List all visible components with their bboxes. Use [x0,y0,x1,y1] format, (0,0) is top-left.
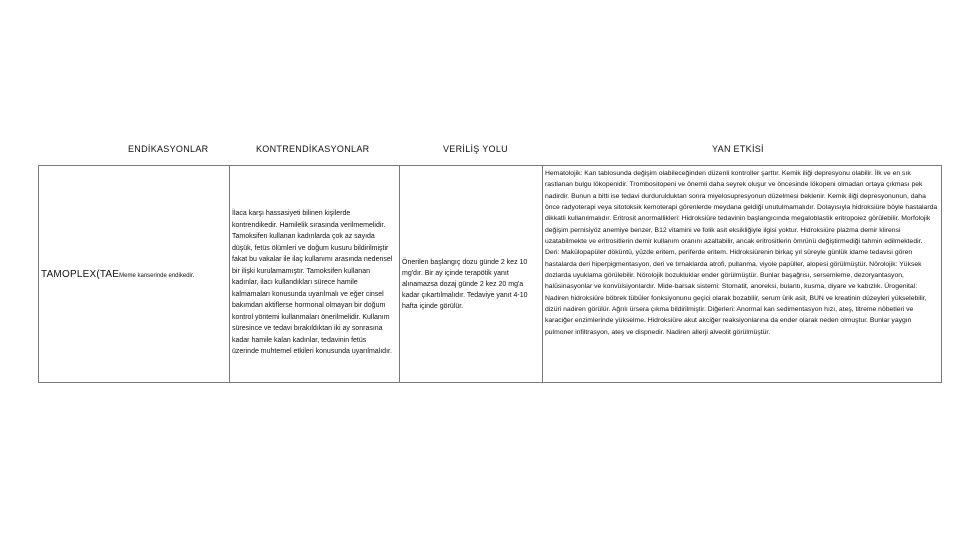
table-row [39,166,942,383]
indication-text: Meme kanserinde endikedir. [119,272,195,279]
contraindications-text: İlaca karşı hassasiyeti bilinen kişilerde kontrendikedir. Hamilelik sırasında verilmemelidir. Tamoksifen kullanan kadınlarda çok az sayıda düşük, fetüs ölümleri ve doğum kusuru bildirilmiştir fakat bu vakalar ile ilaç kullanımı arasında nedensel bir ilişki kurulamamıştır. Tamoksifen kullanan kadınlar, ilacı kullandıkları sürece hamile kalmamaları konusunda uyarılmalı ve eğer cinsel bakımdan aktiflerse hormonal olmayan bir doğum kontrol yöntemi kullanmaları önerilmelidir. Kullanım süresince ve tedavi bırakıldıktan iki ay sonrasına kadar hamile kalan kadınlar, tedavinin fetüs üzerinde muhtemel etkileri konusunda uyarılmalıdır. [232,210,393,356]
route-text: Önerilen başlangıç dozu günde 2 kez 10 mg'dır. Bir ay içinde terapötik yanıt alınamazsa dozaj günde 2 kez 20 mg'a kadar çıkartılmalıdır. Tedaviye yanıt 4-10 hafta içinde görülür. [402,258,528,310]
header-side-effects: YAN ETKİSİ [712,144,764,154]
side-effects-text: Hematolojik: Kan tablosunda değişim olabileceğinden düzenli kontroller şarttır. Kemik iliği depresyonu olabilir. İlk ve en sık rastlanan bulgu lökopenidir. Trombositopeni ve önemli daha seyrek oluşur ve öncesinde lökopeni olmadan ortaya çıkması pek nadirdir. Bunun a bitti ise tedavi durdurulduktan sonra miyelosupresyonun düzelmesi beklenir. Kemik iliği depresyonunun, daha önce radyoterapi veya sitotoksik kemoterapi görenlerde meydana geldiği unutulmamalıdır. Dolayısıyla hidroksiüre böyle hastalarda dikkatli kullanılmalıdır. Eritrosit anormallikleri: Hidroksiüre tedavinin başlangıcında megaloblastik eritropoiez görülebilir. Morfolojik değişim pernisiyöz anemiye benzer, B12 vitamini ve folik asit eksikliğiyle ilgisi yoktur. Hidroksiüre plazma demir klirensi uzatabilmekte ve eritrositlerin demir kullanım oranını azaltabilir, ancak eritrositlerin ömrünü değiştirmediği tahmin edilmektedir. Deri: Makülopapüler döküntü, yüzde eritem, periferde eritem. Hidroksiürenin birkaç yıl süreyle günlük idame tedavisi gören hastalarda deri hiperpigmentasyon, deri ve tırnaklarda atrofi, pullanma, viyole papüller, alopesi görülmüştür. Nörolojik: Yüksek dozlarda uyuklama görülebilir. Nörolojik bozukluklar ender görülmüştür. Bunlar başağrısı, sersemleme, dezoryantasyon, halüsinasyonlar ve konvülsiyonlardır. Mide-barsak sistemi: Stomatit, anoreksi, bulantı, kusma, diyare ve kabızlık. Ürogenital: Nadiren hidroksiüre böbrek tübüler fonksiyonunu geçici olarak bozabilir, serum ürik asit, BUN ve kreatinin düzeyleri yükselebilir, dizüri nadiren görülür. Ağrılı ürsera çıkma bildirilmiştir. Diğerleri: Anormal kan sedimentasyon hızı, ateş, titreme nöbetleri ve karaciğer enzimlerinde yükselme. Hidroksiüre akut akciğer reaksiyonlarına da ender olarak neden olmuştur. Bunlar yaygın pulmoner infiltrasyon, ateş ve dispnedir. Nadiren allerji alveolit görülmüştür. [545,170,938,336]
drug-name: TAMOPLEX(TAE [41,268,120,280]
header-indications: ENDİKASYONLAR [128,144,209,154]
header-contraindications: KONTRENDİKASYONLAR [256,144,370,154]
drug-info-table [38,165,942,383]
contraindications-cell [230,166,400,383]
indication-cell [39,166,230,383]
route-cell [400,166,543,383]
header-route: VERİLİŞ YOLU [443,144,508,154]
side-effects-cell [543,166,942,383]
